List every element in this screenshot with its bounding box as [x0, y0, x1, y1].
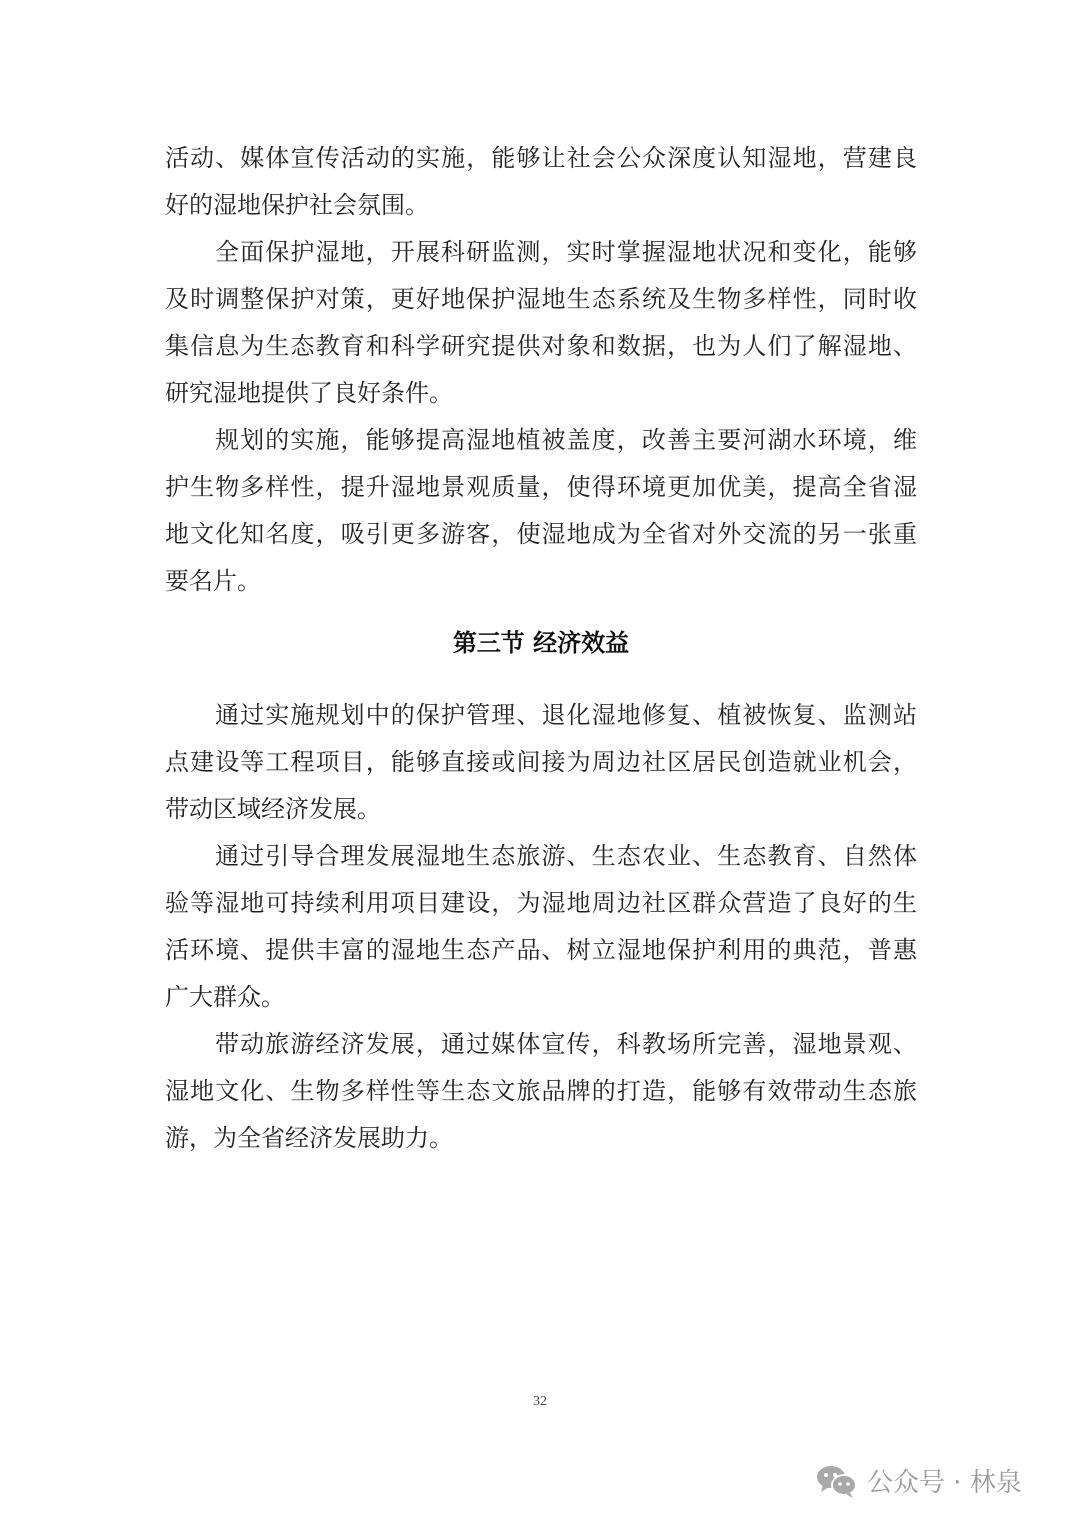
- text-line: 活环境、提供丰富的湿地生态产品、树立湿地保护利用的典范，普惠: [165, 936, 917, 964]
- text-line: 带动区域经济发展。: [165, 795, 381, 823]
- text-line: 活动、媒体宣传活动的实施，能够让社会公众深度认知湿地，营建良: [165, 144, 917, 172]
- text-line: 通过实施规划中的保护管理、退化湿地修复、植被恢复、监测站: [215, 701, 917, 729]
- text-line: 带动旅游经济发展，通过媒体宣传，科教场所完善，湿地景观、: [215, 1030, 917, 1058]
- text-line: 湿地文化、生物多样性等生态文旅品牌的打造，能够有效带动生态旅: [165, 1077, 917, 1105]
- section-heading: 第三节 经济效益: [452, 628, 630, 657]
- paragraph: [165, 833, 917, 1021]
- watermark-text: 公众号 · 林泉: [867, 1468, 1022, 1498]
- text-line: 点建设等工程项目，能够直接或间接为周边社区居民创造就业机会，: [165, 748, 917, 776]
- paragraph: [165, 692, 917, 833]
- text-line: 好的湿地保护社会氛围。: [165, 191, 429, 219]
- wechat-icon: [815, 1464, 859, 1498]
- text-line: 要名片。: [165, 567, 261, 595]
- text-line: 研究湿地提供了良好条件。: [165, 379, 453, 407]
- paragraphs-before: [165, 135, 917, 605]
- paragraph: [165, 135, 917, 229]
- text-line: 验等湿地可持续利用项目建设，为湿地周边社区群众营造了良好的生: [165, 889, 917, 917]
- text-line: 游，为全省经济发展助力。: [165, 1124, 453, 1152]
- text-line: 全面保护湿地，开展科研监测，实时掌握湿地状况和变化，能够: [215, 238, 917, 266]
- text-line: 地文化知名度，吸引更多游客，使湿地成为全省对外交流的另一张重: [165, 520, 917, 548]
- paragraphs-after: [165, 692, 917, 1162]
- document-body: [165, 135, 917, 1162]
- text-line: 及时调整保护对策，更好地保护湿地生态系统及生物多样性，同时收: [165, 285, 917, 313]
- text-line: 集信息为生态教育和科学研究提供对象和数据，也为人们了解湿地、: [165, 332, 917, 360]
- text-line: 规划的实施，能够提高湿地植被盖度，改善主要河湖水环境，维: [215, 426, 917, 454]
- watermark: [815, 1462, 1022, 1499]
- text-line: 广大群众。: [165, 983, 285, 1011]
- paragraph: [165, 1021, 917, 1162]
- paragraph: [165, 229, 917, 417]
- page-number: 32: [533, 1394, 547, 1409]
- text-line: 通过引导合理发展湿地生态旅游、生态农业、生态教育、自然体: [215, 842, 917, 870]
- paragraph: [165, 417, 917, 605]
- text-line: 护生物多样性，提升湿地景观质量，使得环境更加优美，提高全省湿: [165, 473, 917, 501]
